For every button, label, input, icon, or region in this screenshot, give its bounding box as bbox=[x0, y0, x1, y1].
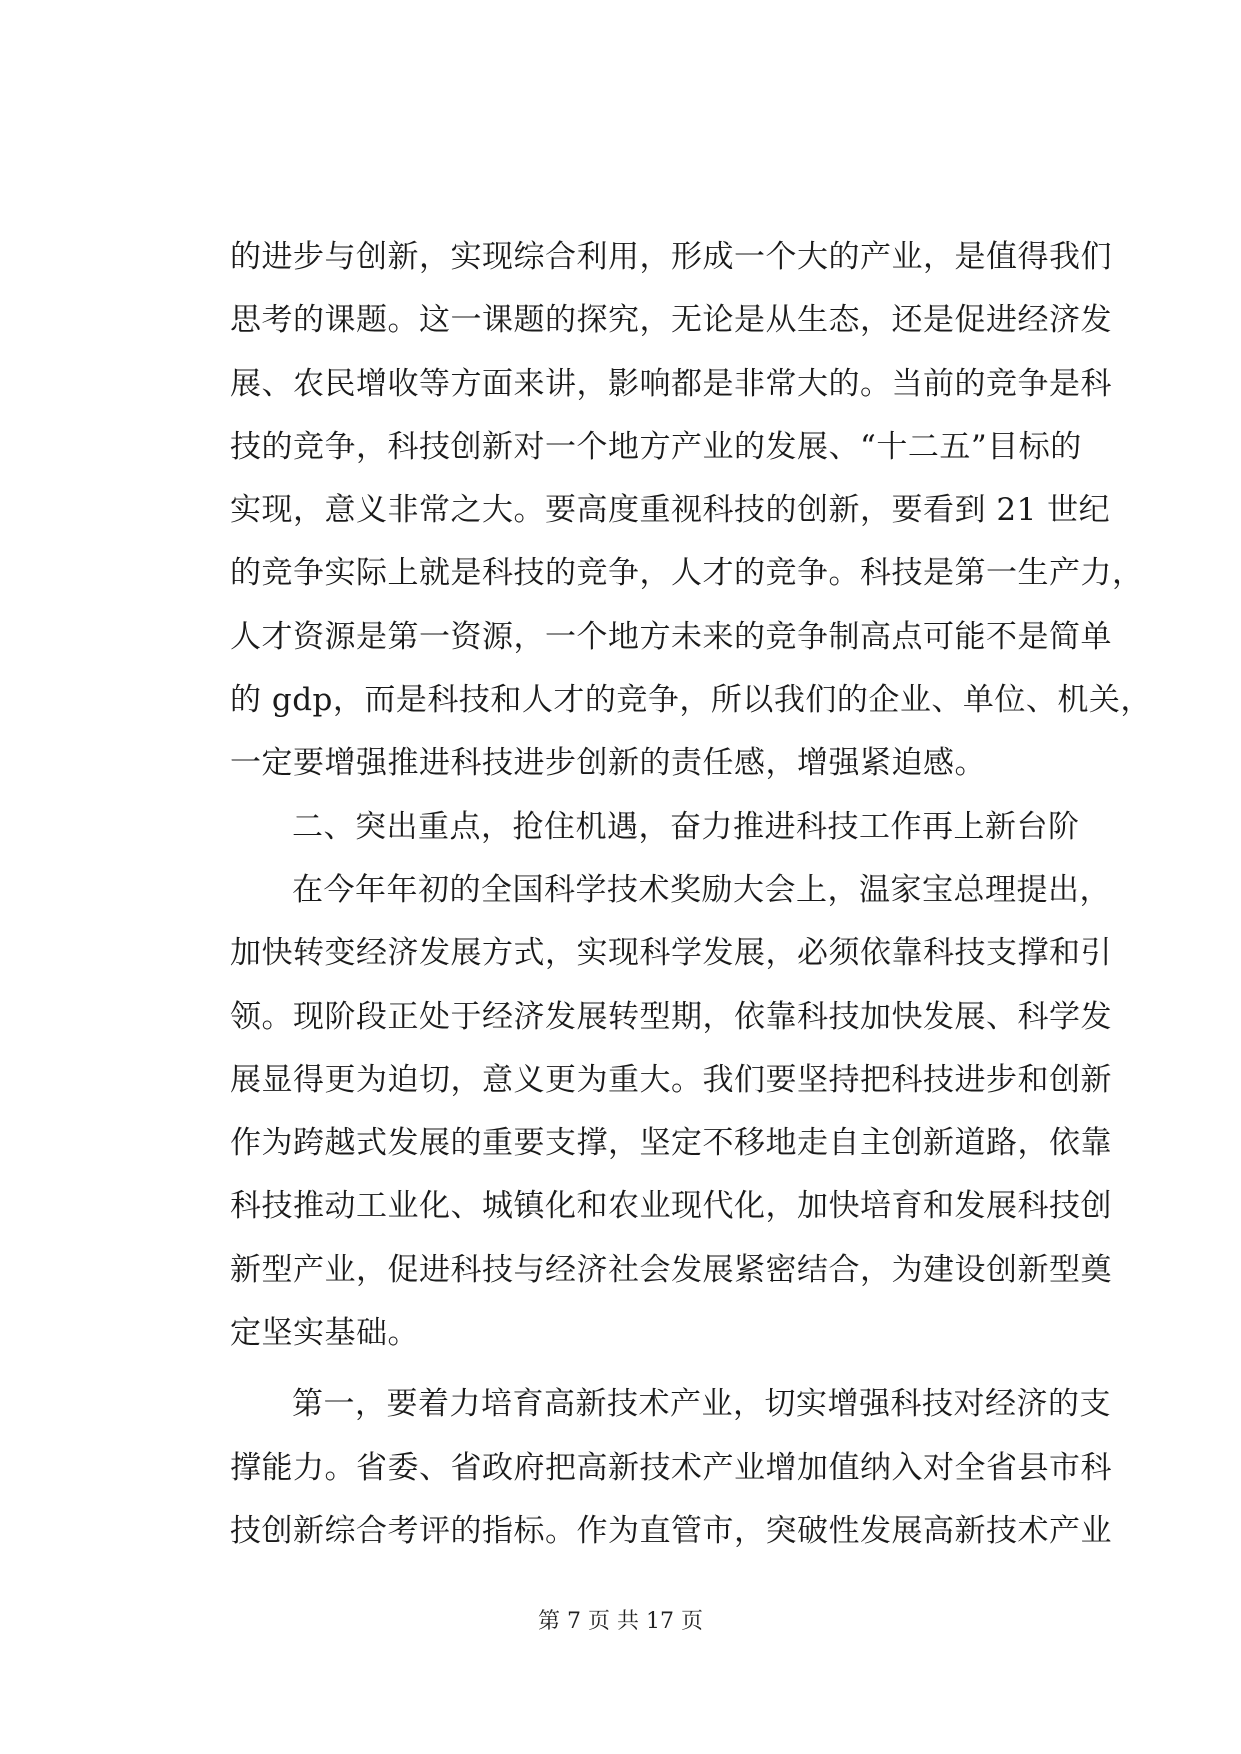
text-line: 思考的课题。这一课题的探究，无论是从生态，还是促进经济发 bbox=[230, 302, 1112, 339]
text-line: 撑能力。省委、省政府把高新技术产业增加值纳入对全省县市科 bbox=[230, 1449, 1112, 1486]
text-line: 一定要增强推进科技进步创新的责任感，增强紧迫感。 bbox=[230, 745, 986, 782]
text-line: 新型产业，促进科技与经济社会发展紧密结合，为建设创新型奠 bbox=[230, 1251, 1112, 1288]
text-line: 实现，意义非常之大。要高度重视科技的创新，要看到 21 世纪 bbox=[230, 492, 1111, 529]
text-line: 的进步与创新，实现综合利用，形成一个大的产业，是值得我们 bbox=[230, 239, 1112, 275]
text-line: 展、农民增收等方面来讲，影响都是非常大的。当前的竞争是科 bbox=[230, 365, 1112, 402]
text-line: 定坚实基础。 bbox=[230, 1315, 419, 1352]
text-line: 在今年年初的全国科学技术奖励大会上，温家宝总理提出， bbox=[292, 871, 1111, 908]
text-line: 科技推动工业化、城镇化和农业现代化，加快培育和发展科技创 bbox=[230, 1188, 1112, 1225]
text-line: 技的竞争，科技创新对一个地方产业的发展、“十二五”目标的 bbox=[230, 428, 1082, 465]
text-line: 第一，要着力培育高新技术产业，切实增强科技对经济的支 bbox=[292, 1386, 1111, 1423]
text-line: 的 gdp，而是科技和人才的竞争，所以我们的企业、单位、机关， bbox=[230, 682, 1152, 719]
section-heading: 二、突出重点，抢住机遇，奋力推进科技工作再上新台阶 bbox=[292, 808, 1080, 845]
page-number-footer: 第 7 页 共 17 页 bbox=[538, 1609, 703, 1634]
text-line: 的竞争实际上就是科技的竞争，人才的竞争。科技是第一生产力， bbox=[230, 555, 1144, 592]
body-text bbox=[230, 226, 1152, 1563]
text-line: 技创新综合考评的指标。作为直管市，突破性发展高新技术产业 bbox=[230, 1512, 1112, 1549]
text-line: 加快转变经济发展方式，实现科学发展，必须依靠科技支撑和引 bbox=[230, 935, 1112, 972]
text-line: 作为跨越式发展的重要支撑，坚定不移地走自主创新道路，依靠 bbox=[230, 1125, 1112, 1162]
text-line: 人才资源是第一资源，一个地方未来的竞争制高点可能不是简单 bbox=[230, 618, 1112, 655]
text-line: 领。现阶段正处于经济发展转型期，依靠科技加快发展、科学发 bbox=[230, 998, 1112, 1035]
text-line: 展显得更为迫切，意义更为重大。我们要坚持把科技进步和创新 bbox=[230, 1061, 1112, 1098]
